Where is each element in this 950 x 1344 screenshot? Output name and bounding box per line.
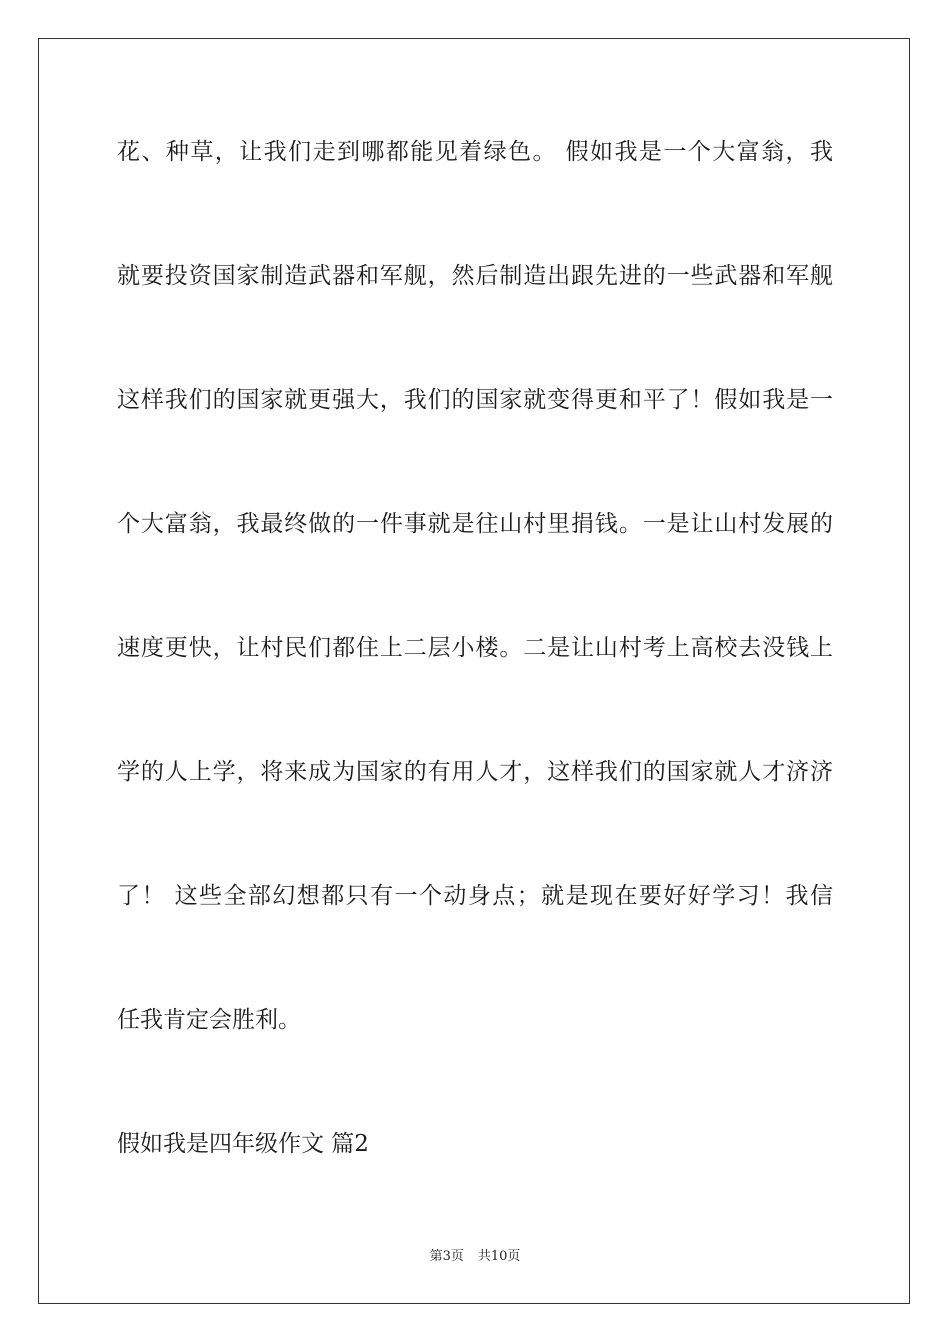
paragraph-line: 花、种草，让我们走到哪都能见着绿色。 假如我是一个大富翁，我 (117, 139, 833, 165)
page-footer (0, 1248, 950, 1266)
paragraph-line: 就要投资国家制造武器和军舰，然后制造出跟先进的一些武器和军舰 (117, 263, 833, 289)
paragraph-line: 了！ 这些全部幻想都只有一个动身点；就是现在要好好学习！我信 (117, 883, 833, 909)
page-number: 第3页 (429, 1249, 464, 1264)
paragraph-line: 速度更快，让村民们都住上二层小楼。二是让山村考上高校去没钱上 (117, 635, 833, 661)
paragraph-line: 任我肯定会胜利。 (117, 1007, 301, 1033)
section-heading: 假如我是四年级作文 篇2 (117, 1131, 369, 1157)
paragraph-line: 个大富翁，我最终做的一件事就是往山村里捐钱。一是让山村发展的 (117, 511, 833, 537)
page-border (38, 38, 910, 1304)
paragraph-line: 学的人上学，将来成为国家的有用人才，这样我们的国家就人才济济 (117, 759, 833, 785)
paragraph-line: 这样我们的国家就更强大，我们的国家就变得更和平了！假如我是一 (117, 387, 833, 413)
page-total: 共10页 (477, 1249, 521, 1264)
